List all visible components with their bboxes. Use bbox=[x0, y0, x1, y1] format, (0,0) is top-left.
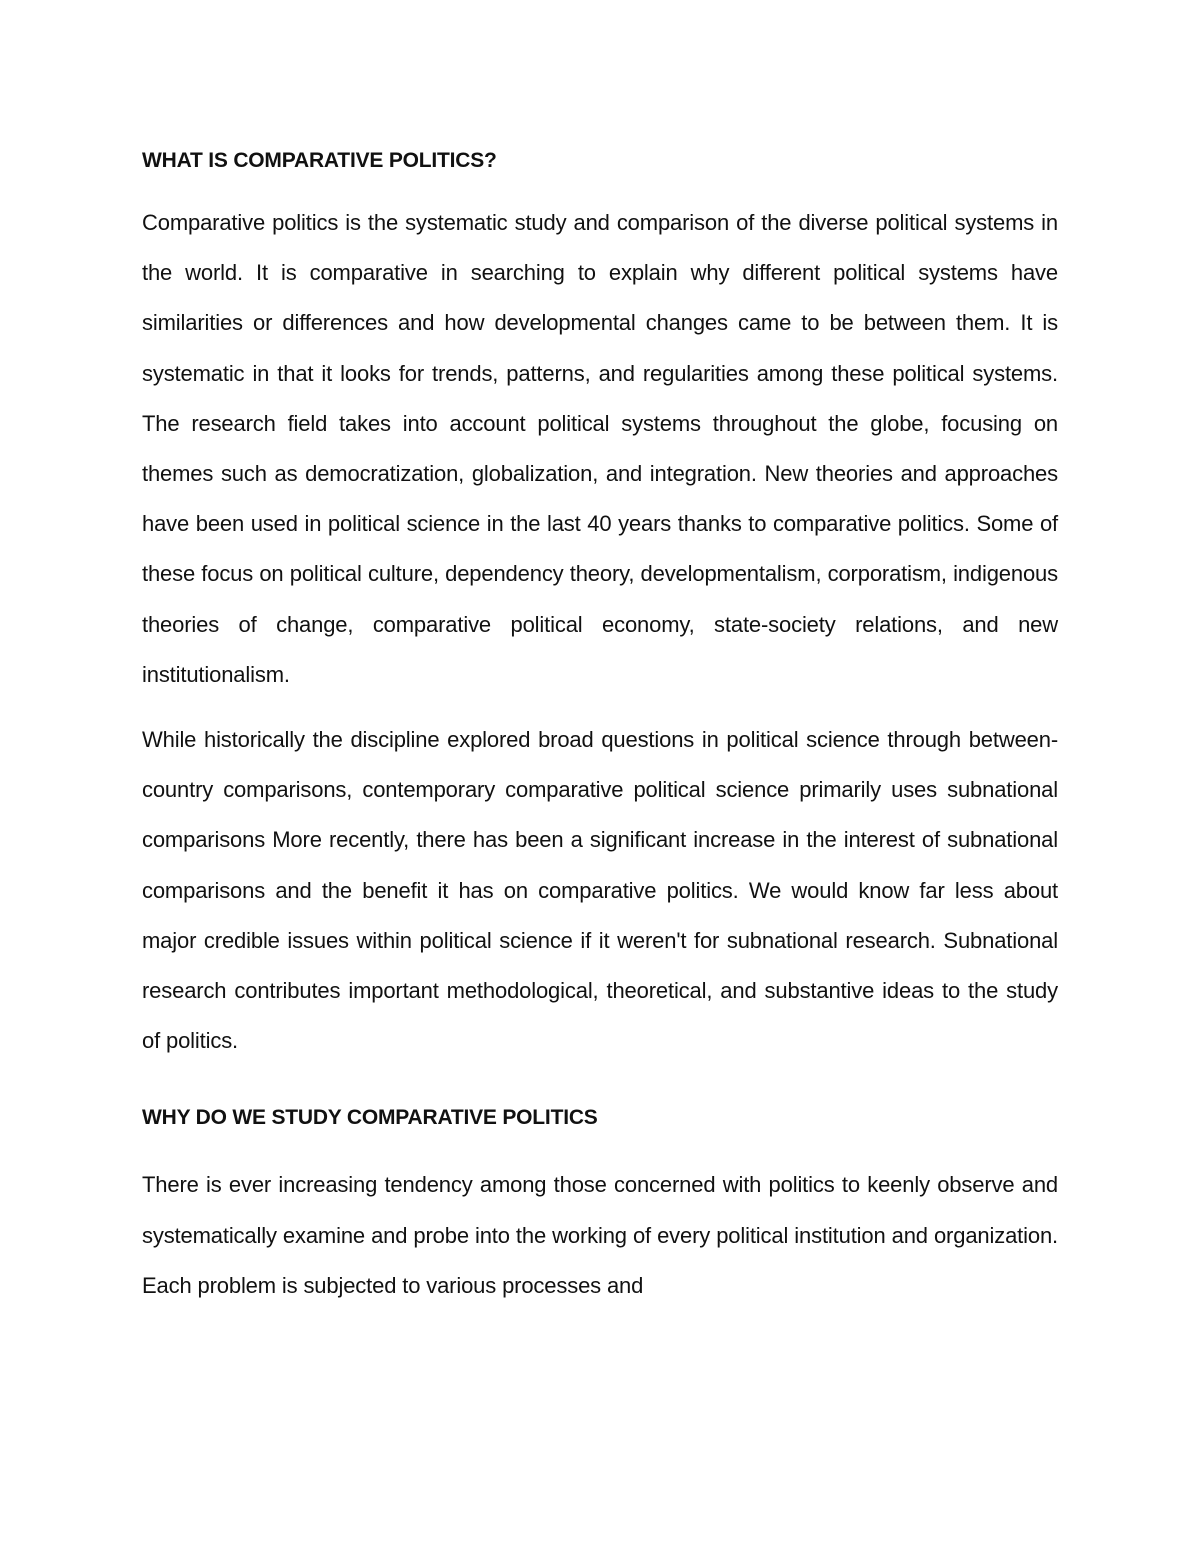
document-body bbox=[142, 146, 1058, 1311]
paragraph-definition: Comparative politics is the systematic study and comparison of the diverse political systems in the world. It is comparative in searching to explain why different political systems have similarities or differences and how developmental changes came to be between them. It is systematic in that it looks for trends, patterns, and regularities among these political systems. The research field takes into account political systems throughout the globe, focusing on themes such as democratization, globalization, and integration. New theories and approaches have been used in political science in the last 40 years thanks to comparative politics. Some of these focus on political culture, dependency theory, developmentalism, corporatism, indigenous theories of change, comparative political economy, state-society relations, and new institutionalism. bbox=[142, 210, 1058, 687]
paragraph-why-study: There is ever increasing tendency among those concerned with politics to keenly observe and systematically examine and probe into the working of every political institution and organization. Each problem is subjected to various processes and bbox=[142, 1172, 1058, 1298]
section-heading-what-is: WHAT IS COMPARATIVE POLITICS? bbox=[142, 149, 497, 172]
paragraph-subnational: While historically the discipline explored broad questions in political science through between-country comparisons, contemporary comparative political science primarily uses subnational comparisons More recently, there has been a significant increase in the interest of subnational comparisons and the benefit it has on comparative politics. We would know far less about major credible issues within political science if it weren't for subnational research. Subnational research contributes important methodological, theoretical, and substantive ideas to the study of politics. bbox=[142, 727, 1058, 1054]
section-heading-why-study: WHY DO WE STUDY COMPARATIVE POLITICS bbox=[142, 1106, 598, 1130]
